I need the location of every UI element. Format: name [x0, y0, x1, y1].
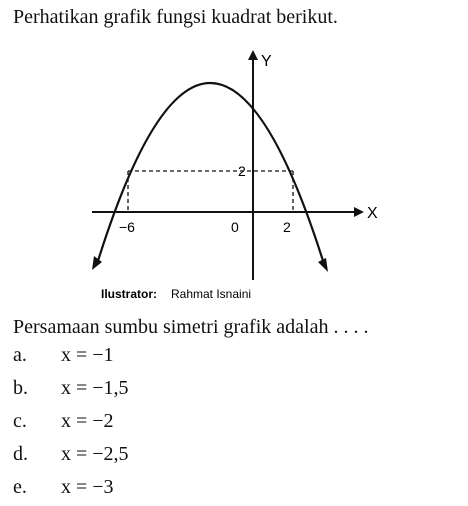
credit-label: Ilustrator:	[101, 287, 158, 301]
option-c	[13, 410, 114, 433]
option-text: x = −2,5	[61, 443, 129, 465]
y-tick-2: 2	[238, 163, 246, 179]
y-axis-label: Y	[261, 53, 272, 70]
option-a	[13, 344, 114, 367]
x-tick-0: 0	[231, 219, 239, 235]
option-letter: a.	[13, 344, 27, 366]
x-tick-2: 2	[283, 219, 291, 235]
left-arrowhead	[92, 256, 102, 270]
dashed-guides	[128, 171, 293, 212]
option-letter: e.	[13, 476, 27, 498]
option-b	[13, 377, 129, 400]
right-arrowhead	[318, 258, 328, 272]
option-text: x = −1,5	[61, 377, 129, 399]
option-text: x = −3	[61, 476, 114, 498]
option-text: x = −2	[61, 410, 114, 432]
option-text: x = −1	[61, 344, 114, 366]
x-axis-label: X	[367, 205, 378, 222]
option-letter: c.	[13, 410, 27, 432]
option-e	[13, 476, 114, 499]
option-d	[13, 443, 129, 466]
credit-name: Rahmat Isnaini	[171, 287, 252, 301]
parabola-curve	[97, 83, 324, 264]
option-letter: d.	[13, 443, 28, 465]
intro-text: Perhatikan grafik fungsi kuadrat berikut.	[13, 6, 338, 28]
option-letter: b.	[13, 377, 28, 399]
question-text: Persamaan sumbu simetri grafik adalah . . . .	[13, 316, 369, 338]
x-tick-neg6: −6	[119, 219, 135, 235]
